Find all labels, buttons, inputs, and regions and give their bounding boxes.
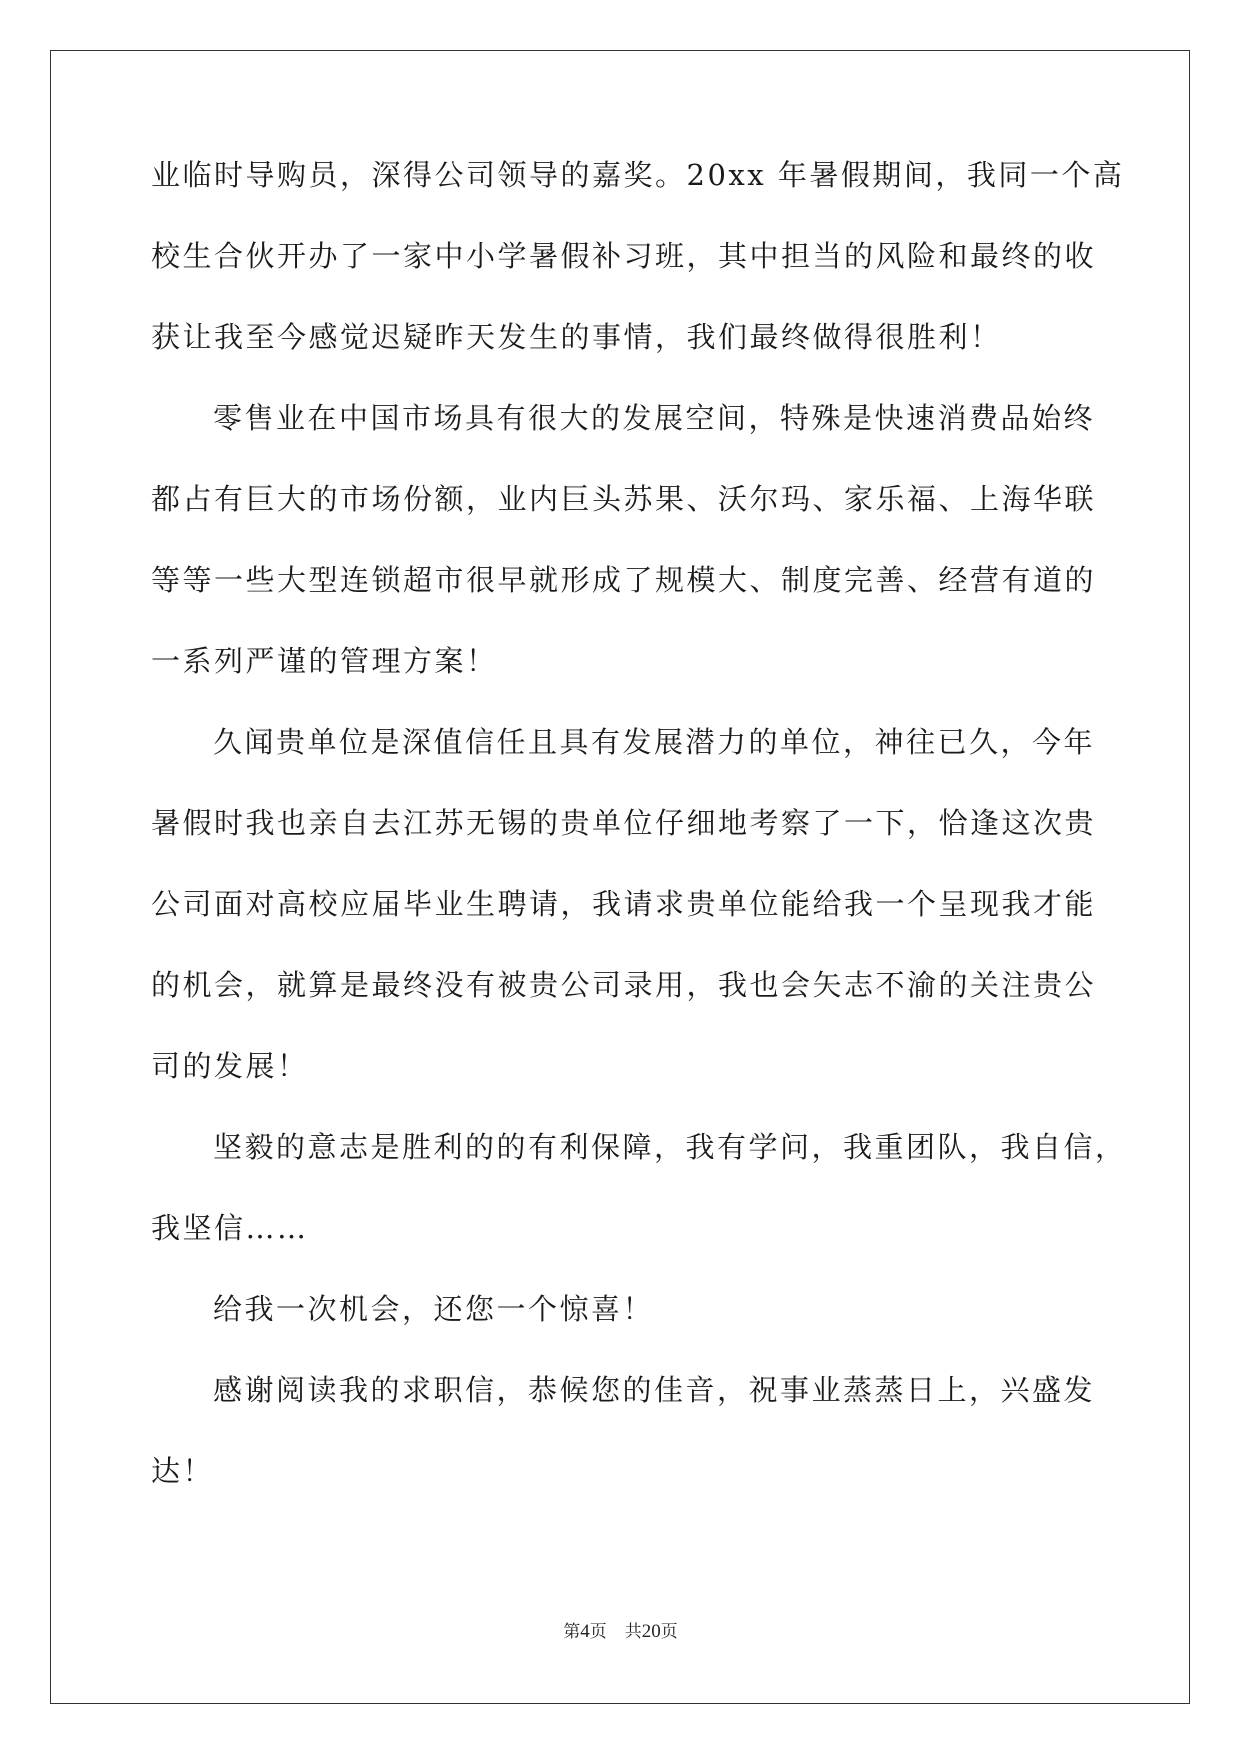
page-footer: [0, 1622, 1241, 1642]
paragraph-start-line: 零售业在中国市场具有很大的发展空间，特殊是快速消费品始终: [213, 401, 1096, 435]
body-line: 的机会，就算是最终没有被贵公司录用，我也会矢志不渝的关注贵公: [151, 968, 1097, 1002]
body-line: 司的发展！: [151, 1049, 309, 1083]
body-line: 校生合伙开办了一家中小学暑假补习班，其中担当的风险和最终的收: [151, 239, 1097, 273]
total-prefix: 共: [624, 1622, 642, 1642]
body-line: 获让我至今感觉迟疑昨天发生的事情，我们最终做得很胜利！: [151, 320, 1002, 354]
total-suffix: 页: [660, 1622, 678, 1642]
body-line: 我坚信……: [151, 1211, 309, 1245]
letter-body: [151, 158, 1127, 1539]
total-pages: 20: [641, 1621, 661, 1642]
paragraph-start-line: 感谢阅读我的求职信，恭候您的佳音，祝事业蒸蒸日上，兴盛发: [213, 1373, 1096, 1407]
paragraph-start-line: 给我一次机会，还您一个惊喜！: [213, 1292, 655, 1326]
body-line: 公司面对高校应届毕业生聘请，我请求贵单位能给我一个呈现我才能: [151, 887, 1097, 921]
body-line: 等等一些大型连锁超市很早就形成了规模大、制度完善、经营有道的: [151, 563, 1097, 597]
page-prefix: 第: [563, 1622, 581, 1642]
paragraph-start-line: 久闻贵单位是深值信任且具有发展潜力的单位，神往已久，今年: [213, 725, 1096, 759]
body-line: 都占有巨大的市场份额，业内巨头苏果、沃尔玛、家乐福、上海华联: [151, 482, 1097, 516]
body-line: 一系列严谨的管理方案！: [151, 644, 498, 678]
body-line: 暑假时我也亲自去江苏无锡的贵单位仔细地考察了一下，恰逢这次贵: [151, 806, 1097, 840]
page-number: 4: [580, 1621, 590, 1642]
page-suffix: 页: [589, 1622, 607, 1642]
body-line: 达！: [151, 1454, 215, 1488]
body-line: 业临时导购员，深得公司领导的嘉奖。20xx 年暑假期间，我同一个高: [151, 158, 1125, 192]
paragraph-start-line: 坚毅的意志是胜利的的有利保障，我有学问，我重团队，我自信，: [213, 1130, 1127, 1164]
